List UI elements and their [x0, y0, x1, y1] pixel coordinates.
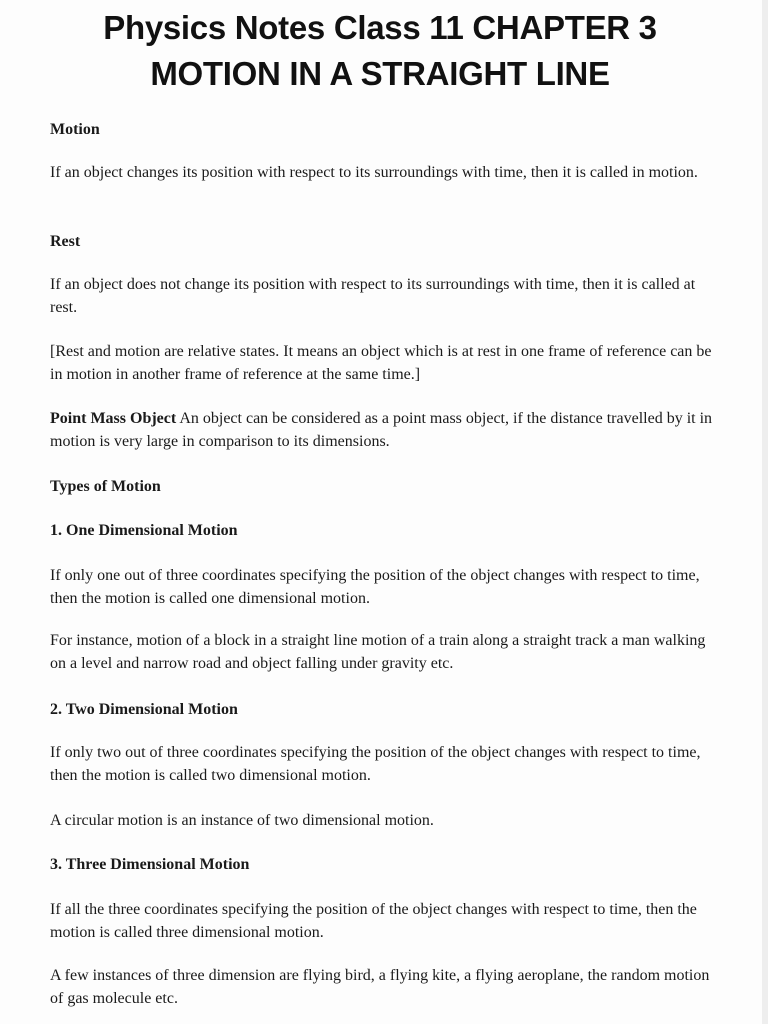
- point-mass-term: Point Mass Object: [50, 410, 177, 427]
- heading-rest: Rest: [50, 233, 81, 250]
- paragraph-motion-definition: If an object changes its position with respect to its surroundings with time, then it is called in motion.: [50, 164, 698, 181]
- heading-two-dimensional-motion: 2. Two Dimensional Motion: [50, 701, 238, 718]
- paragraph-two-dimensional-example: A circular motion is an instance of two dimensional motion.: [50, 812, 434, 829]
- page-title-line-1: Physics Notes Class 11 CHAPTER 3: [103, 9, 657, 46]
- heading-one-dimensional-motion: 1. One Dimensional Motion: [50, 522, 238, 539]
- heading-three-dimensional-motion: 3. Three Dimensional Motion: [50, 856, 250, 873]
- paragraph-point-mass-object: [50, 408, 715, 453]
- heading-motion: Motion: [50, 121, 100, 138]
- paragraph-relative-states-note: [Rest and motion are relative states. It means an object which is at rest in one frame of reference can be in motion in another frame of reference at the same time.]: [50, 343, 712, 383]
- paragraph-three-dimensional-examples: A few instances of three dimension are flying bird, a flying kite, a flying aeroplane, the random motion of gas molecule etc.: [50, 967, 710, 1007]
- paragraph-one-dimensional-examples: For instance, motion of a block in a straight line motion of a train along a straight track a man walking on a level and narrow road and object falling under gravity etc.: [50, 632, 706, 672]
- paragraph-two-dimensional-definition: If only two out of three coordinates specifying the position of the object changes with respect to time, then the motion is called two dimensional motion.: [50, 744, 701, 784]
- heading-types-of-motion: Types of Motion: [50, 478, 161, 495]
- paragraph-one-dimensional-definition: If only one out of three coordinates specifying the position of the object changes with respect to time, then the motion is called one dimensional motion.: [50, 567, 700, 607]
- paragraph-rest-definition: If an object does not change its position with respect to its surroundings with time, then it is called at rest.: [50, 276, 696, 316]
- point-mass-definition: An object can be considered as a point mass object, if the distance travelled by it in motion is very large in comparison to its dimensions.: [50, 410, 713, 450]
- paragraph-three-dimensional-definition: If all the three coordinates specifying the position of the object changes with respect to time, then the motion is called three dimensional motion.: [50, 901, 697, 941]
- page-title-line-2: MOTION IN A STRAIGHT LINE: [150, 55, 610, 92]
